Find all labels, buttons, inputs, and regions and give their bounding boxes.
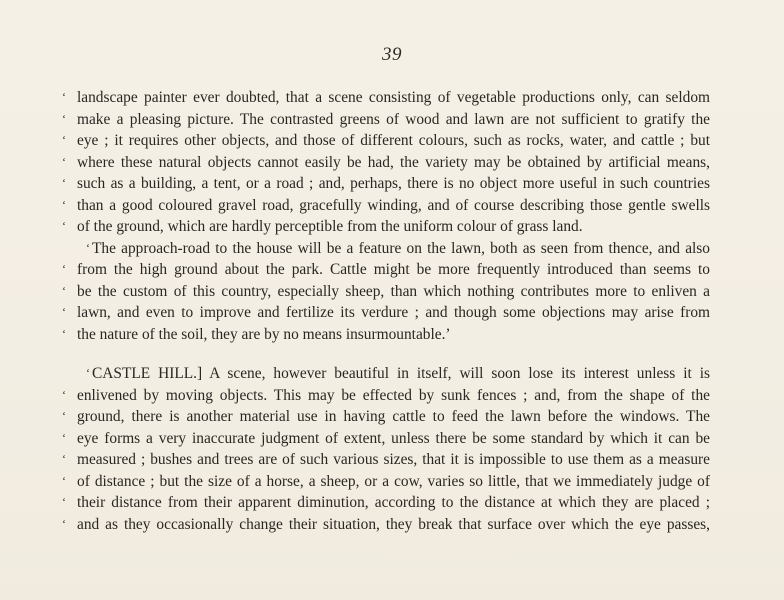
opening-quote-mark: ‘ <box>62 219 66 233</box>
opening-quote-mark: ‘ <box>62 154 66 169</box>
opening-quote-mark: ‘ <box>62 283 66 298</box>
line-text: their distance from their apparent diminution, according to the distance at which they are placed ; <box>77 494 710 511</box>
opening-quote-mark: ‘ <box>62 326 66 341</box>
opening-quote-mark: ‘ <box>62 262 66 276</box>
opening-quote-mark: ‘ <box>62 495 66 509</box>
line-text: where these natural objects cannot easily be had, the variety may be obtained by artificial means, <box>77 153 710 171</box>
opening-quote-mark: ‘ <box>62 452 66 466</box>
text-line <box>62 281 710 303</box>
text-line <box>62 130 710 152</box>
line-text: eye ; it requires other objects, and those of different colours, such as rocks, water, and cattle ; but <box>77 132 710 149</box>
line-text: make a pleasing picture. The contrasted greens of wood and lawn are not sufficient to gratify the <box>77 110 710 128</box>
text-line <box>62 514 710 536</box>
text-line <box>62 216 710 238</box>
opening-quote-mark: ‘ <box>62 197 66 212</box>
line-text: enlivened by moving objects. This may be effected by sunk fences ; and, from the shape of the <box>77 386 710 404</box>
text-block-upper <box>62 87 710 345</box>
text-line <box>62 449 710 471</box>
page-number: 39 <box>382 44 402 65</box>
text-line <box>62 406 710 428</box>
line-text: than a good coloured gravel road, gracefully winding, and of course describing those gentle swells <box>77 196 710 214</box>
opening-quote-mark: ‘ <box>62 133 66 147</box>
line-text: CASTLE HILL.] A scene, however beautiful in itself, will soon lose its interest unless it is <box>92 365 710 382</box>
line-text: The approach-road to the house will be a feature on the lawn, both as seen from thence, and also <box>92 239 710 257</box>
text-line <box>62 259 710 281</box>
text-line <box>62 471 710 493</box>
opening-quote-mark: ‘ <box>62 409 66 423</box>
line-text: of distance ; but the size of a horse, a sheep, or a cow, varies so little, that we immediately judge of <box>77 472 710 490</box>
opening-quote-mark: ‘ <box>62 430 66 445</box>
line-text: of the ground, which are hardly perceptible from the uniform colour of grass land. <box>77 218 583 235</box>
line-text: measured ; bushes and trees are of such various sizes, that it is impossible to use them as a measure <box>77 451 710 468</box>
text-line <box>62 363 710 385</box>
line-text: be the custom of this country, especially sheep, than which nothing contributes more to enliven a <box>77 282 710 300</box>
opening-quote-mark: ‘ <box>62 176 66 190</box>
opening-quote-mark: ‘ <box>62 305 66 319</box>
text-line <box>62 385 710 407</box>
line-text: such as a building, a tent, or a road ; and, perhaps, there is no object more useful in such countries <box>77 175 710 192</box>
opening-quote-mark: ‘ <box>62 516 66 531</box>
line-text: landscape painter ever doubted, that a scene consisting of vegetable productions only, can seldom <box>77 89 710 106</box>
opening-quote-mark: ‘ <box>62 387 66 402</box>
opening-quote-mark: ‘ <box>86 366 90 380</box>
text-line <box>62 428 710 450</box>
text-line <box>62 87 710 109</box>
text-line <box>62 302 710 324</box>
text-line <box>62 238 710 260</box>
opening-quote-mark: ‘ <box>62 90 66 104</box>
opening-quote-mark: ‘ <box>86 240 90 255</box>
text-line <box>62 492 710 514</box>
opening-quote-mark: ‘ <box>62 473 66 488</box>
text-line <box>62 195 710 217</box>
line-text: eye forms a very inaccurate judgment of extent, unless there be some standard by which it can be <box>77 429 710 447</box>
text-line <box>62 152 710 174</box>
line-text: lawn, and even to improve and fertilize its verdure ; and though some objections may arise from <box>77 304 710 321</box>
line-text: and as they occasionally change their situation, they break that surface over which the eye passes, <box>77 515 710 533</box>
opening-quote-mark: ‘ <box>62 111 66 126</box>
text-line <box>62 173 710 195</box>
line-text: from the high ground about the park. Cattle might be more frequently introduced than seems to <box>77 261 710 278</box>
text-block-lower <box>62 363 710 535</box>
line-text: ground, there is another material use in having cattle to feed the lawn before the windows. The <box>77 408 710 425</box>
text-line <box>62 324 710 346</box>
text-line <box>62 109 710 131</box>
line-text: the nature of the soil, they are by no means insurmountable.’ <box>77 325 451 343</box>
